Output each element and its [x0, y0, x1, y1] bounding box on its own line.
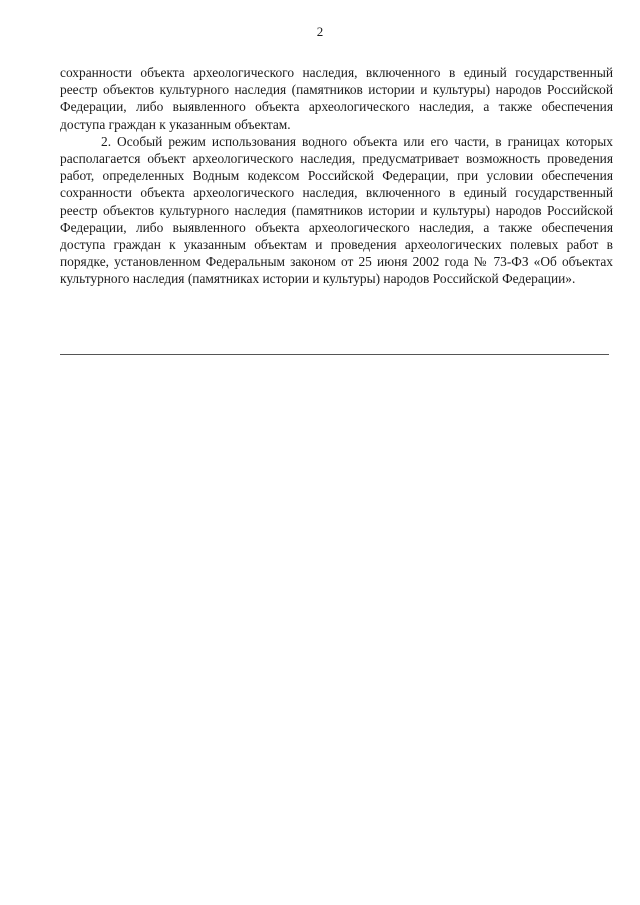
page-number: 2 [316, 24, 324, 39]
document-body [60, 64, 613, 288]
end-divider [60, 354, 609, 355]
paragraph-continuation: сохранности объекта археологического наследия, включенного в единый государственный реестр объектов культурного наследия (памятников истории и культуры) народов Российской Федерации, либо выявленного объекта археологического наследия, а также обеспечения доступа граждан к указанным объектам. [60, 65, 613, 132]
paragraph-item-2: 2. Особый режим использования водного объекта или его части, в границах которых располагается объект археологического наследия, предусматривает возможность проведения работ, определенных Водным кодексом Российской Федерации, при условии обеспечения сохранности объекта археологического наследия, включенного в единый государственный реестр объектов культурного наследия (памятников истории и культуры) народов Российской Федерации, либо выявленного объекта археологического наследия, а также обеспечения доступа граждан к указанным объектам и проведения археологических полевых работ в порядке, установленном Федеральным законом от 25 июня 2002 года № 73-ФЗ «Об объектах культурного наследия (памятниках истории и культуры) народов Российской Федерации». [60, 133, 613, 287]
